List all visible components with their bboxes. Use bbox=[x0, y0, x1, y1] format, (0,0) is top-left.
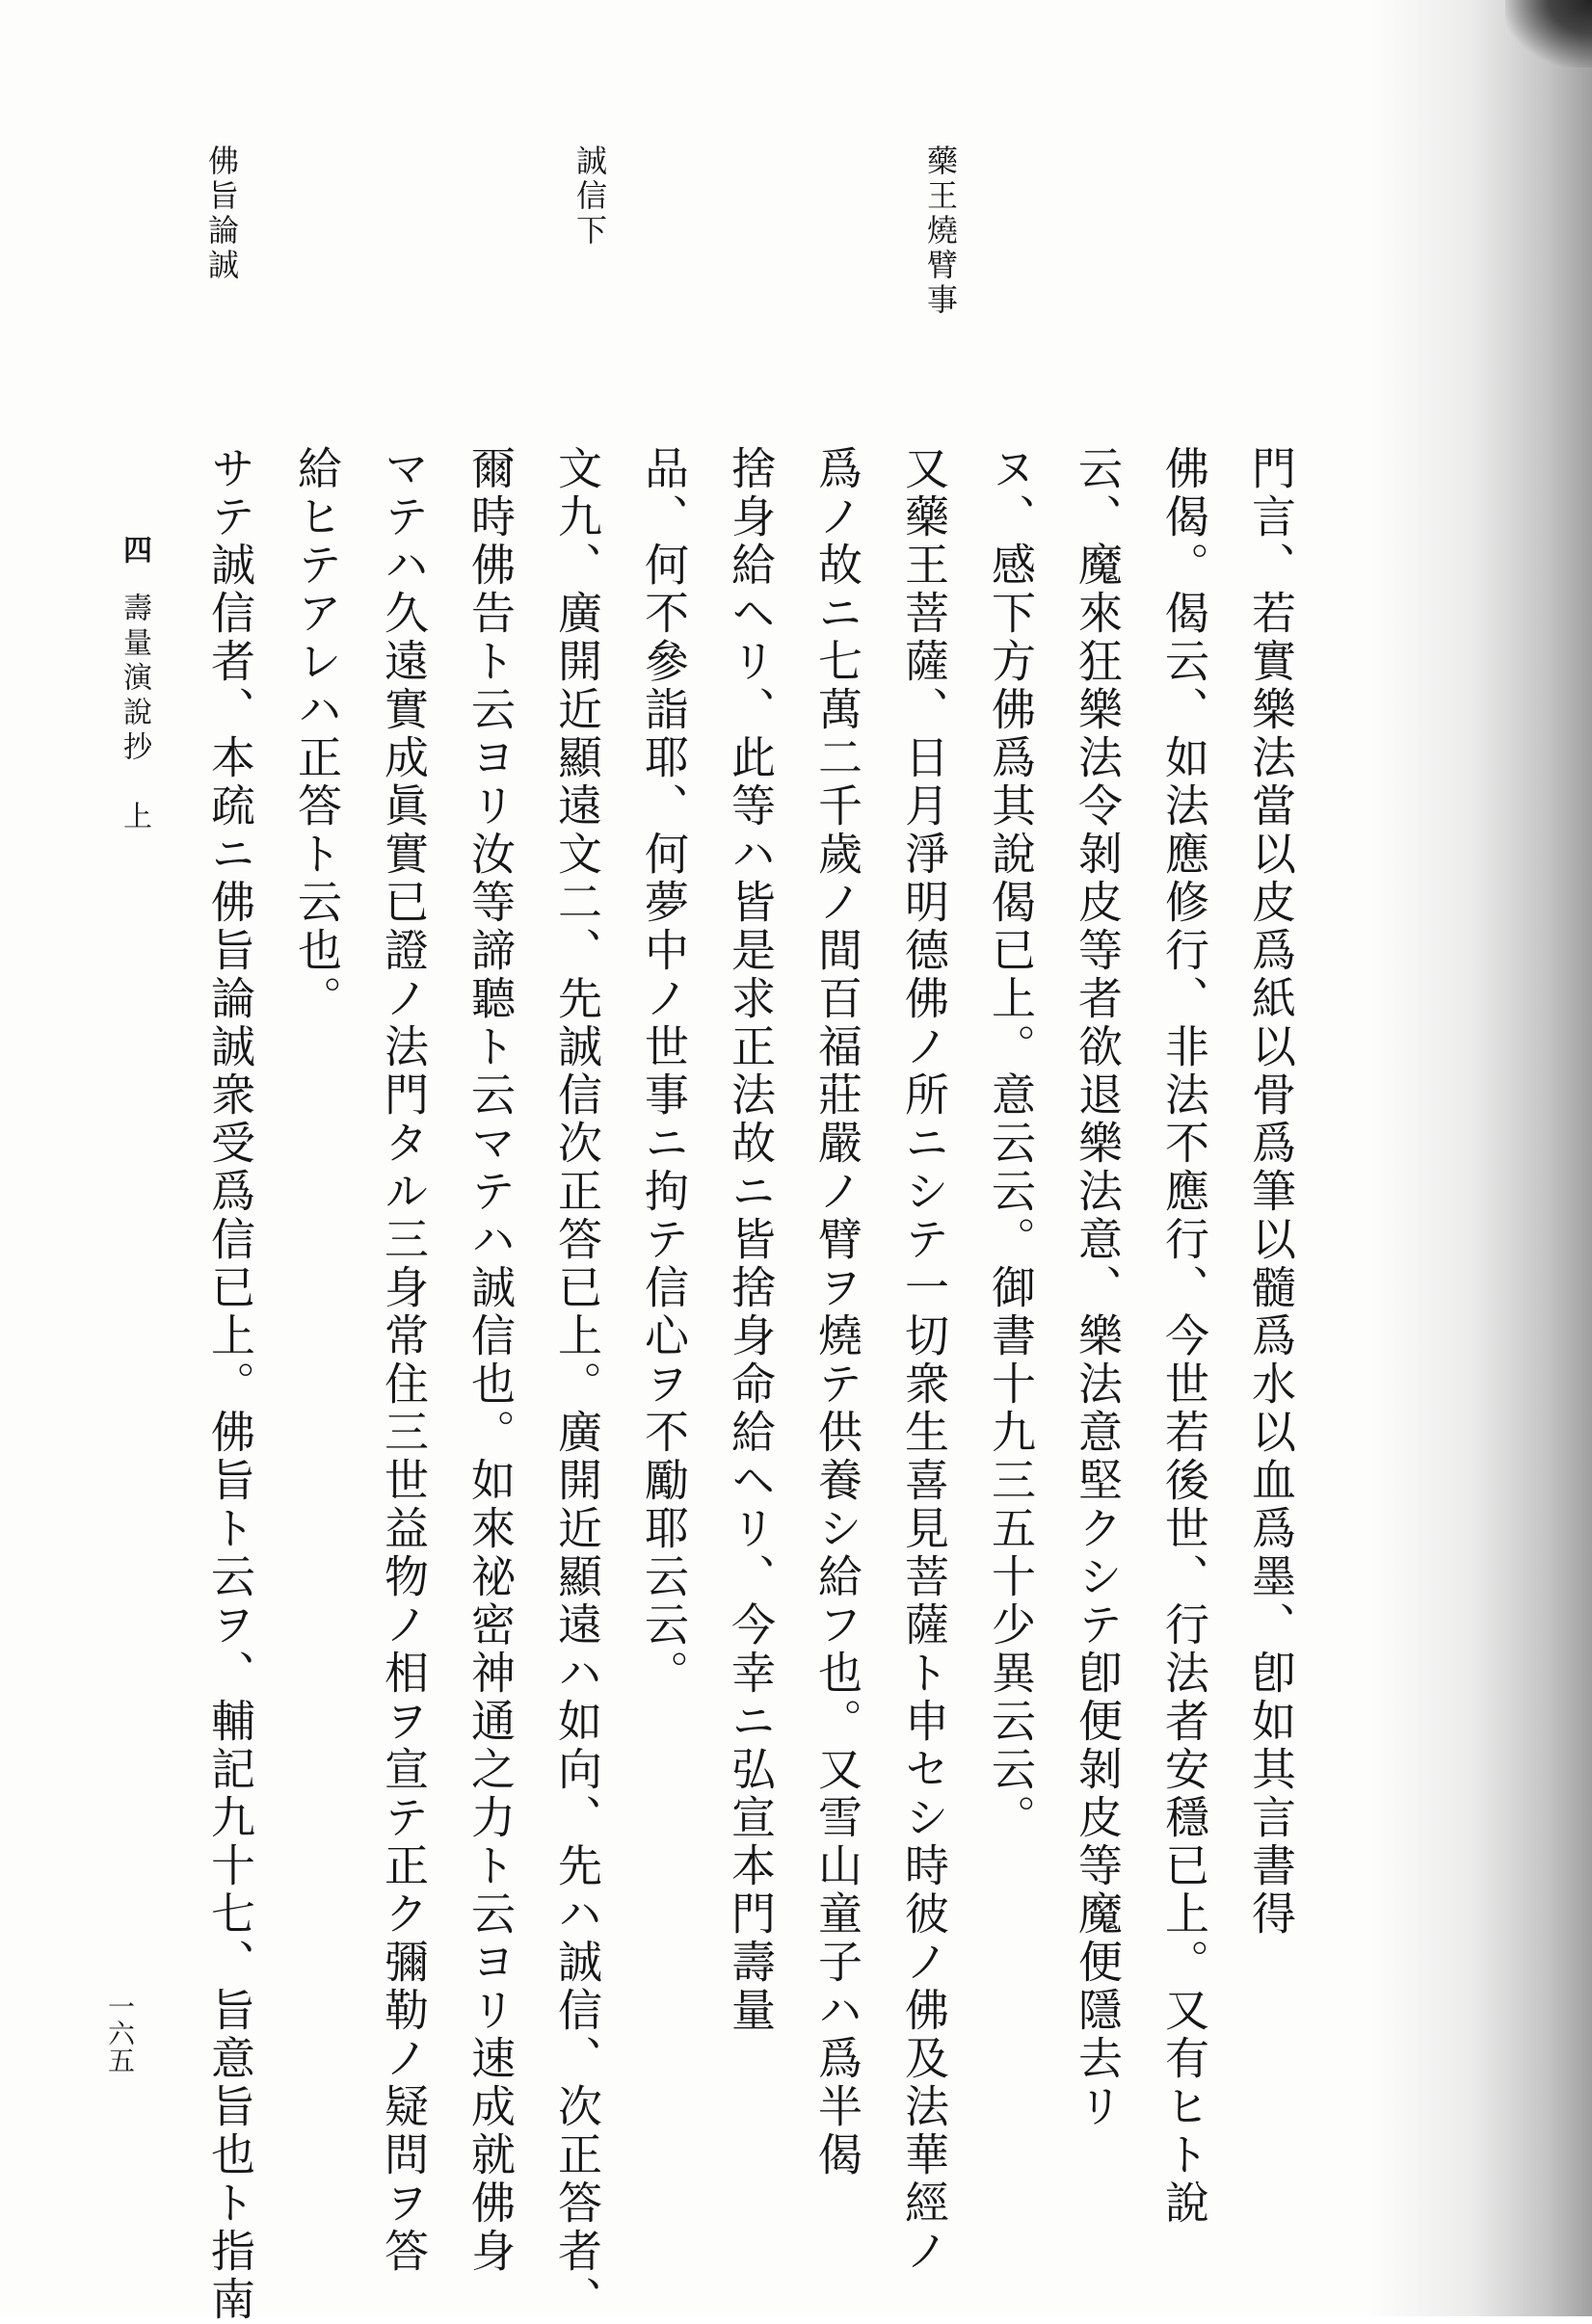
body-column-12: 給ヒテアレハ正答ト云也。 bbox=[291, 445, 343, 1023]
body-column-13: サテ誠信者、本疏ニ佛旨論誠衆受爲信已上。佛旨ト云ヲ、輔記九十七、旨意旨也ト指南 bbox=[204, 445, 256, 2324]
body-column-8: 品、何不參詣耶、何夢中ノ世事ニ拘テ信心ヲ不勵耶云云。 bbox=[638, 445, 690, 1698]
heading-yakuou: 藥王燒臂事 bbox=[922, 145, 959, 318]
body-column-11: マテハ久遠實成眞實已證ノ法門タル三身常住三世益物ノ相ヲ宣テ正ク彌勒ノ疑問ヲ答 bbox=[378, 445, 430, 2276]
page-number: 一六五 bbox=[104, 1993, 136, 2073]
body-column-7: 捨身給ヘリ、此等ハ皆是求正法故ニ皆捨身命給ヘリ、今幸ニ弘宣本門壽量 bbox=[725, 445, 777, 2035]
heading-seishin: 誠信下 bbox=[571, 145, 608, 249]
body-column-3: 云、魔來狂樂法令剝皮等者欲退樂法意、樂法意堅クシテ卽便剝皮等魔便隱去リ bbox=[1072, 445, 1124, 2131]
binding-shadow bbox=[1370, 0, 1592, 2316]
heading-butsushi: 佛旨論誠 bbox=[203, 145, 240, 283]
body-column-1: 門言、若實樂法當以皮爲紙以骨爲筆以髓爲水以血爲墨、卽如其言書得 bbox=[1245, 445, 1297, 1939]
running-footer bbox=[118, 535, 151, 835]
footer-book-title: 壽量演說抄 上 bbox=[118, 593, 151, 835]
body-column-10: 爾時佛告ト云ヨリ汝等諦聽ト云マテハ誠信也。如來祕密神通之力ト云ヨリ速成就佛身 bbox=[464, 445, 517, 2276]
footer-section-number: 四 bbox=[118, 535, 151, 569]
body-column-4: ヌ、感下方佛爲其說偈已上。意云云。御書十九三五十少異云云。 bbox=[985, 445, 1037, 1842]
scan-corner-shadow bbox=[1505, 0, 1592, 67]
body-column-6: 爲ノ故ニ七萬二千歲ノ間百福莊嚴ノ臂ヲ燒テ供養シ給フ也。又雪山童子ハ爲半偈 bbox=[811, 445, 863, 2179]
body-column-2: 佛偈。偈云、如法應修行、非法不應行、今世若後世、行法者安穩已上。又有ヒト說 bbox=[1158, 445, 1210, 2228]
body-column-9: 文九、廣開近顯遠文二、先誠信次正答已上。廣開近顯遠ハ如向、先ハ誠信、次正答者、 bbox=[551, 445, 603, 2324]
body-column-5: 又藥王菩薩、日月淨明德佛ノ所ニシテ一切衆生喜見菩薩ト申セシ時彼ノ佛及法華經ノ bbox=[898, 445, 950, 2276]
